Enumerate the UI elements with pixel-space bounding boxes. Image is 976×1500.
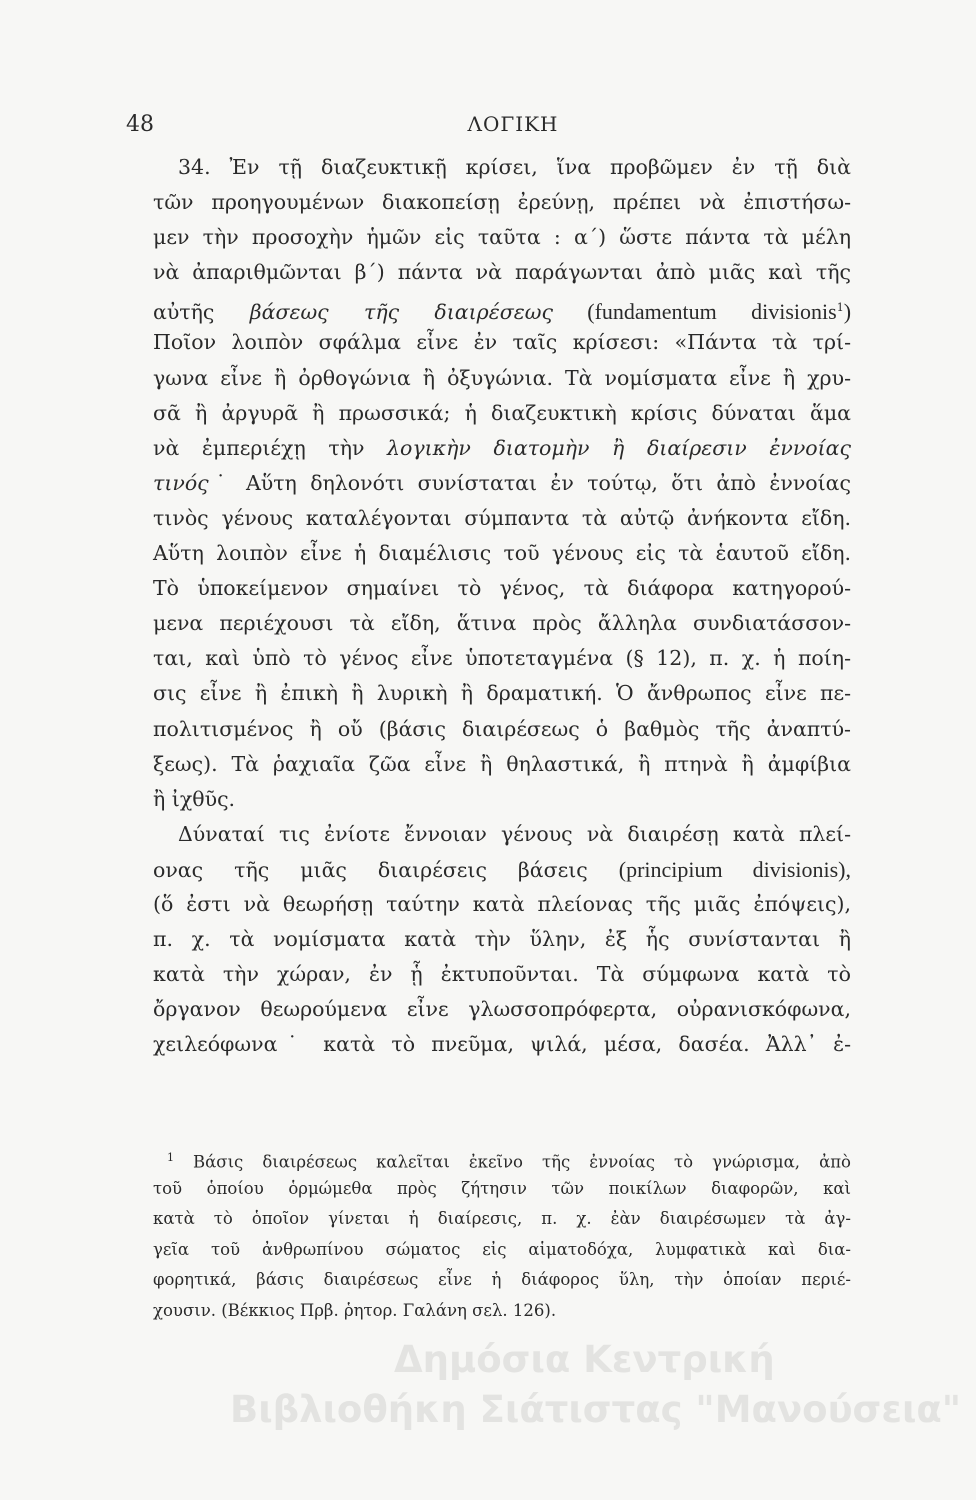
text-line [153,887,851,922]
text-line [153,255,851,290]
text-segment: τοῦ ὁποίου ὁρμώμεθα πρὸς ζήτησιν τῶν ποικίλων διαφορῶν, καὶ [153,1178,851,1198]
text-segment: κατὰ τὸ ὁποῖον γίνεται ἡ διαίρεσις, π. χ. ἐὰν διαιρέσωμεν τὰ ἀγ- [153,1209,851,1229]
text-line [153,747,851,782]
text-line [153,466,851,501]
text-segment: μενα περιέχουσι τὰ εἴδη, ἅτινα πρὸς ἄλληλα συνδιατάσσον- [153,611,851,636]
text-line [153,536,851,571]
text-segment: ονας τῆς μιᾶς διαιρέσεις βάσεις [153,857,619,882]
text-segment: Ποῖον λοιπὸν σφάλμα εἶνε ἐν ταῖς κρίσεσι: «Πάντα τὰ τρί- [153,330,851,355]
text-segment: τῶν προηγουμένων διακοπείσῃ ἐρεύνῃ, πρέπει νὰ ἐπιστήσω- [153,190,851,215]
text-line [153,361,851,396]
text-segment: ξεως). Τὰ ῥαχιαῖα ζῶα εἶνε ἢ θηλαστικά, ἢ πτηνὰ ἢ ἀμφίβια [153,751,851,776]
text-segment: τινὸς γένους καταλέγονται σύμπαντα τὰ αὐτῷ ἀνήκοντα εἴδη. [153,505,851,530]
text-line [153,992,851,1027]
text-segment: Αὕτη λοιπὸν εἶνε ἡ διαμέλισις τοῦ γένους εἰς τὰ ἑαυτοῦ εἴδη. [153,541,851,566]
footnote-line [153,1296,851,1327]
text-line [153,641,851,676]
text-line [153,676,851,711]
footnote-line [153,1265,851,1296]
text-segment: σις εἶνε ἢ ἐπικὴ ἢ λυρικὴ ἢ δραματική. Ὁ ἄνθρωπος εἶνε πε- [153,681,851,706]
text-segment: λογικὴν διατομὴν ἢ διαίρεσιν ἐννοίας [387,435,851,460]
text-line [153,571,851,606]
text-segment: μεν τὴν προσοχὴν ἡμῶν εἰς ταῦτα : α΄) ὥστε πάντα τὰ μέλη [153,225,851,250]
text-line [153,922,851,957]
footnote-marker: 1 [167,1151,174,1164]
footnote-marker: 1 [836,301,844,315]
text-line [153,957,851,992]
text-segment: τινός [153,470,209,495]
text-segment: Βάσις διαιρέσεως καλεῖται ἐκεῖνο τῆς ἐννοίας τὸ γνώρισμα, ἀπὸ [174,1152,851,1172]
text-line [153,782,851,817]
text-segment: γωνα εἶνε ἢ ὀρθογώνια ἢ ὀξυγώνια. Τὰ νομίσματα εἶνε ἢ χρυ- [153,365,851,390]
footnotes [153,1143,851,1327]
text-line [153,290,851,325]
text-line [153,325,851,360]
text-segment: (ὅ ἐστι νὰ θεωρήσῃ ταύτην κατὰ πλείονας τῆς μιᾶς ἐπόψεις), [153,891,851,916]
text-segment: (fundamentum divisionis [552,299,837,325]
text-segment: πολιτισμένος ἢ οὔ (βάσις διαιρέσεως ὁ βαθμὸς τῆς ἀναπτύ- [153,716,851,741]
body-text [153,150,851,1062]
text-segment: Τὸ ὑποκείμενον σημαίνει τὸ γένος, τὰ διάφορα κατηγορού- [153,576,851,601]
text-line [153,852,851,887]
text-segment: κατὰ τὴν χώραν, ἐν ᾗ ἐκτυποῦνται. Τὰ σύμφωνα κατὰ τὸ [153,962,851,987]
text-segment: ) [843,299,852,325]
text-line [153,712,851,747]
text-segment: ἢ ἰχθῦς. [153,786,236,811]
text-segment: ται, καὶ ὑπὸ τὸ γένος εἶνε ὑποτεταγμένα (§ 12), π. χ. ἡ ποίη- [153,646,851,671]
text-segment: ˙ Αὕτη δηλονότι συνίσταται ἐν τούτῳ, ὅτι ἀπὸ ἐννοίας [208,470,851,495]
text-line [153,1027,851,1062]
text-segment: νὰ ἐμπεριέχῃ τὴν [153,435,388,460]
footnote-line [153,1204,851,1235]
text-segment: 34. Ἐν τῇ διαζευκτικῇ κρίσει, ἵνα προβῶμεν ἐν τῇ διὰ [178,155,851,179]
text-segment: βάσεως τῆς διαιρέσεως [249,300,553,325]
running-title: ΛΟΓΙΚΗ [467,112,559,136]
text-segment: π. χ. τὰ νομίσματα κατὰ τὴν ὕλην, ἐξ ἧς συνίστανται ἢ [153,927,851,952]
text-line [153,150,851,185]
text-line [153,185,851,220]
text-line [153,431,851,466]
page-number: 48 [126,112,154,137]
text-segment: (principium divisionis), [618,856,852,882]
footnote-line [153,1143,851,1174]
text-line [153,220,851,255]
text-line [153,606,851,641]
text-segment: νὰ ἀπαριθμῶνται β΄) πάντα νὰ παράγωνται ἀπὸ μιᾶς καὶ τῆς [153,260,851,285]
text-segment: χειλεόφωνα˙ κατὰ τὸ πνεῦμα, ψιλά, μέσα, δασέα. Ἀλλ᾽ ἐ- [153,1032,851,1057]
library-watermark-line2: Βιβλιοθήκη Σιάτιστας "Μανούσεια" [230,1388,962,1431]
footnote-line [153,1174,851,1205]
text-segment: αὐτῆς [153,300,250,325]
text-segment: Δύναταί τις ἐνίοτε ἔννοιαν γένους νὰ διαιρέσῃ κατὰ πλεί- [178,821,851,846]
text-line [153,501,851,536]
library-watermark-line1: Δημόσια Κεντρική [394,1338,775,1381]
text-segment: ὄργανον θεωρούμενα εἶνε γλωσσοπρόφερτα, οὐρανισκόφωνα, [153,997,851,1022]
text-segment: φορητικά, βάσις διαιρέσεως εἶνε ἡ διάφορος ὕλη, τὴν ὁποίαν περιέ- [153,1270,851,1290]
footnote-line [153,1235,851,1266]
text-segment: σᾶ ἢ ἀργυρᾶ ἢ πρωσσικά; ἡ διαζευκτικὴ κρίσις δύναται ἅμα [153,400,851,425]
text-line [153,817,851,852]
text-segment: χουσιν. (Βέκκιος Πρβ. ῥητορ. Γαλάνη σελ. 126). [153,1300,557,1320]
text-segment: γεῖα τοῦ ἀνθρωπίνου σώματος εἰς αἱματοδόχα, λυμφατικὰ καὶ δια- [153,1239,851,1259]
text-line [153,396,851,431]
